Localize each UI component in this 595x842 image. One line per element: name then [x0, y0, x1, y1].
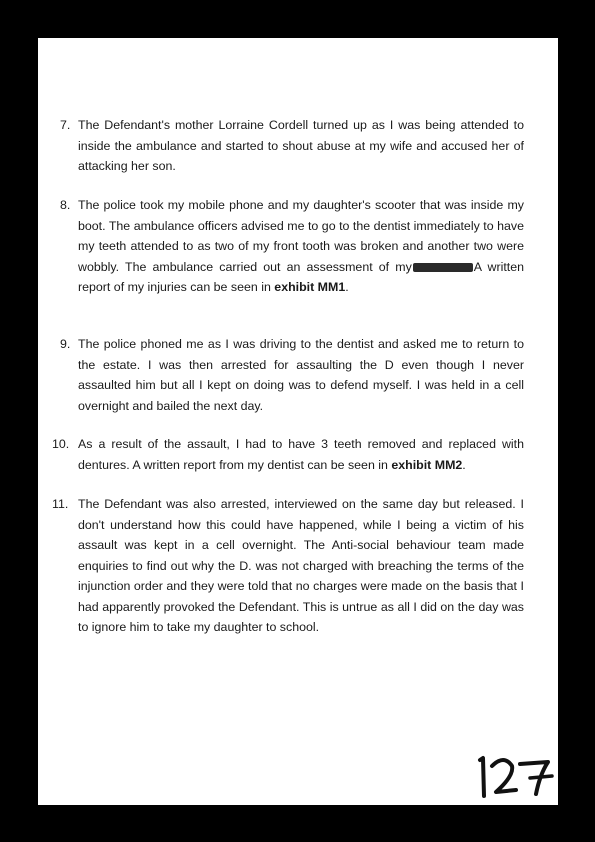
paragraph-text: The police took my mobile phone and my daughter's scooter that was inside my boot. The ambulance officers advised me to go to the dentist immediately to have my teeth attended to as two of my front tooth was broken and another two were wobbly. The ambulance carried out an assessment of my — [78, 198, 524, 274]
handwritten-page-number — [474, 750, 560, 802]
paragraph-text: The Defendant's mother Lorraine Cordell turned up as I was being attended to inside the ambulance and started to shout abuse at my wife and accused her of attacking her son. — [78, 118, 524, 173]
paragraph-text: As a result of the assault, I had to have 3 teeth removed and replaced with dentures. A written report from my dentist can be seen in — [78, 437, 524, 472]
paragraph-period: . — [462, 457, 466, 472]
paragraph-number: 9. — [60, 337, 71, 351]
document-page — [38, 38, 558, 805]
paragraph-number: 8. — [60, 198, 71, 212]
paragraph-11 — [52, 494, 524, 638]
paragraph-7 — [60, 115, 524, 177]
paragraph-number: 7. — [60, 118, 71, 132]
exhibit-reference: exhibit MM1 — [274, 280, 346, 294]
exhibit-reference: exhibit MM2 — [391, 457, 463, 472]
paragraph-8 — [60, 195, 524, 298]
paragraph-period: . — [345, 280, 349, 294]
paragraph-number: 10. — [52, 437, 70, 451]
paragraph-text: The police phoned me as I was driving to the dentist and asked me to return to the estate. I was then arrested for assaulting the D even though I never assaulted him but all I kept on doing was to defend myself. I was held in a cell overnight and bailed the next day. — [78, 337, 524, 413]
paragraph-9 — [60, 334, 524, 416]
redaction-mark — [413, 263, 473, 272]
paragraph-10 — [52, 434, 524, 475]
paragraph-text: The Defendant was also arrested, interviewed on the same day but released. I don't understand how this could have happened, while I being a victim of his assault was kept in a cell overnight. The Anti-social behaviour team made enquiries to find out why the D. was not charged with breaching the terms of the injunction order and they were told that no charges were made on the basis that I had apparently provoked the Defendant. This is untrue as all I did on the day was to ignore him to take my daughter to school. — [78, 497, 524, 634]
paragraph-text: A written report of my injuries can be seen in — [78, 259, 524, 294]
paragraph-number: 11. — [52, 497, 69, 511]
